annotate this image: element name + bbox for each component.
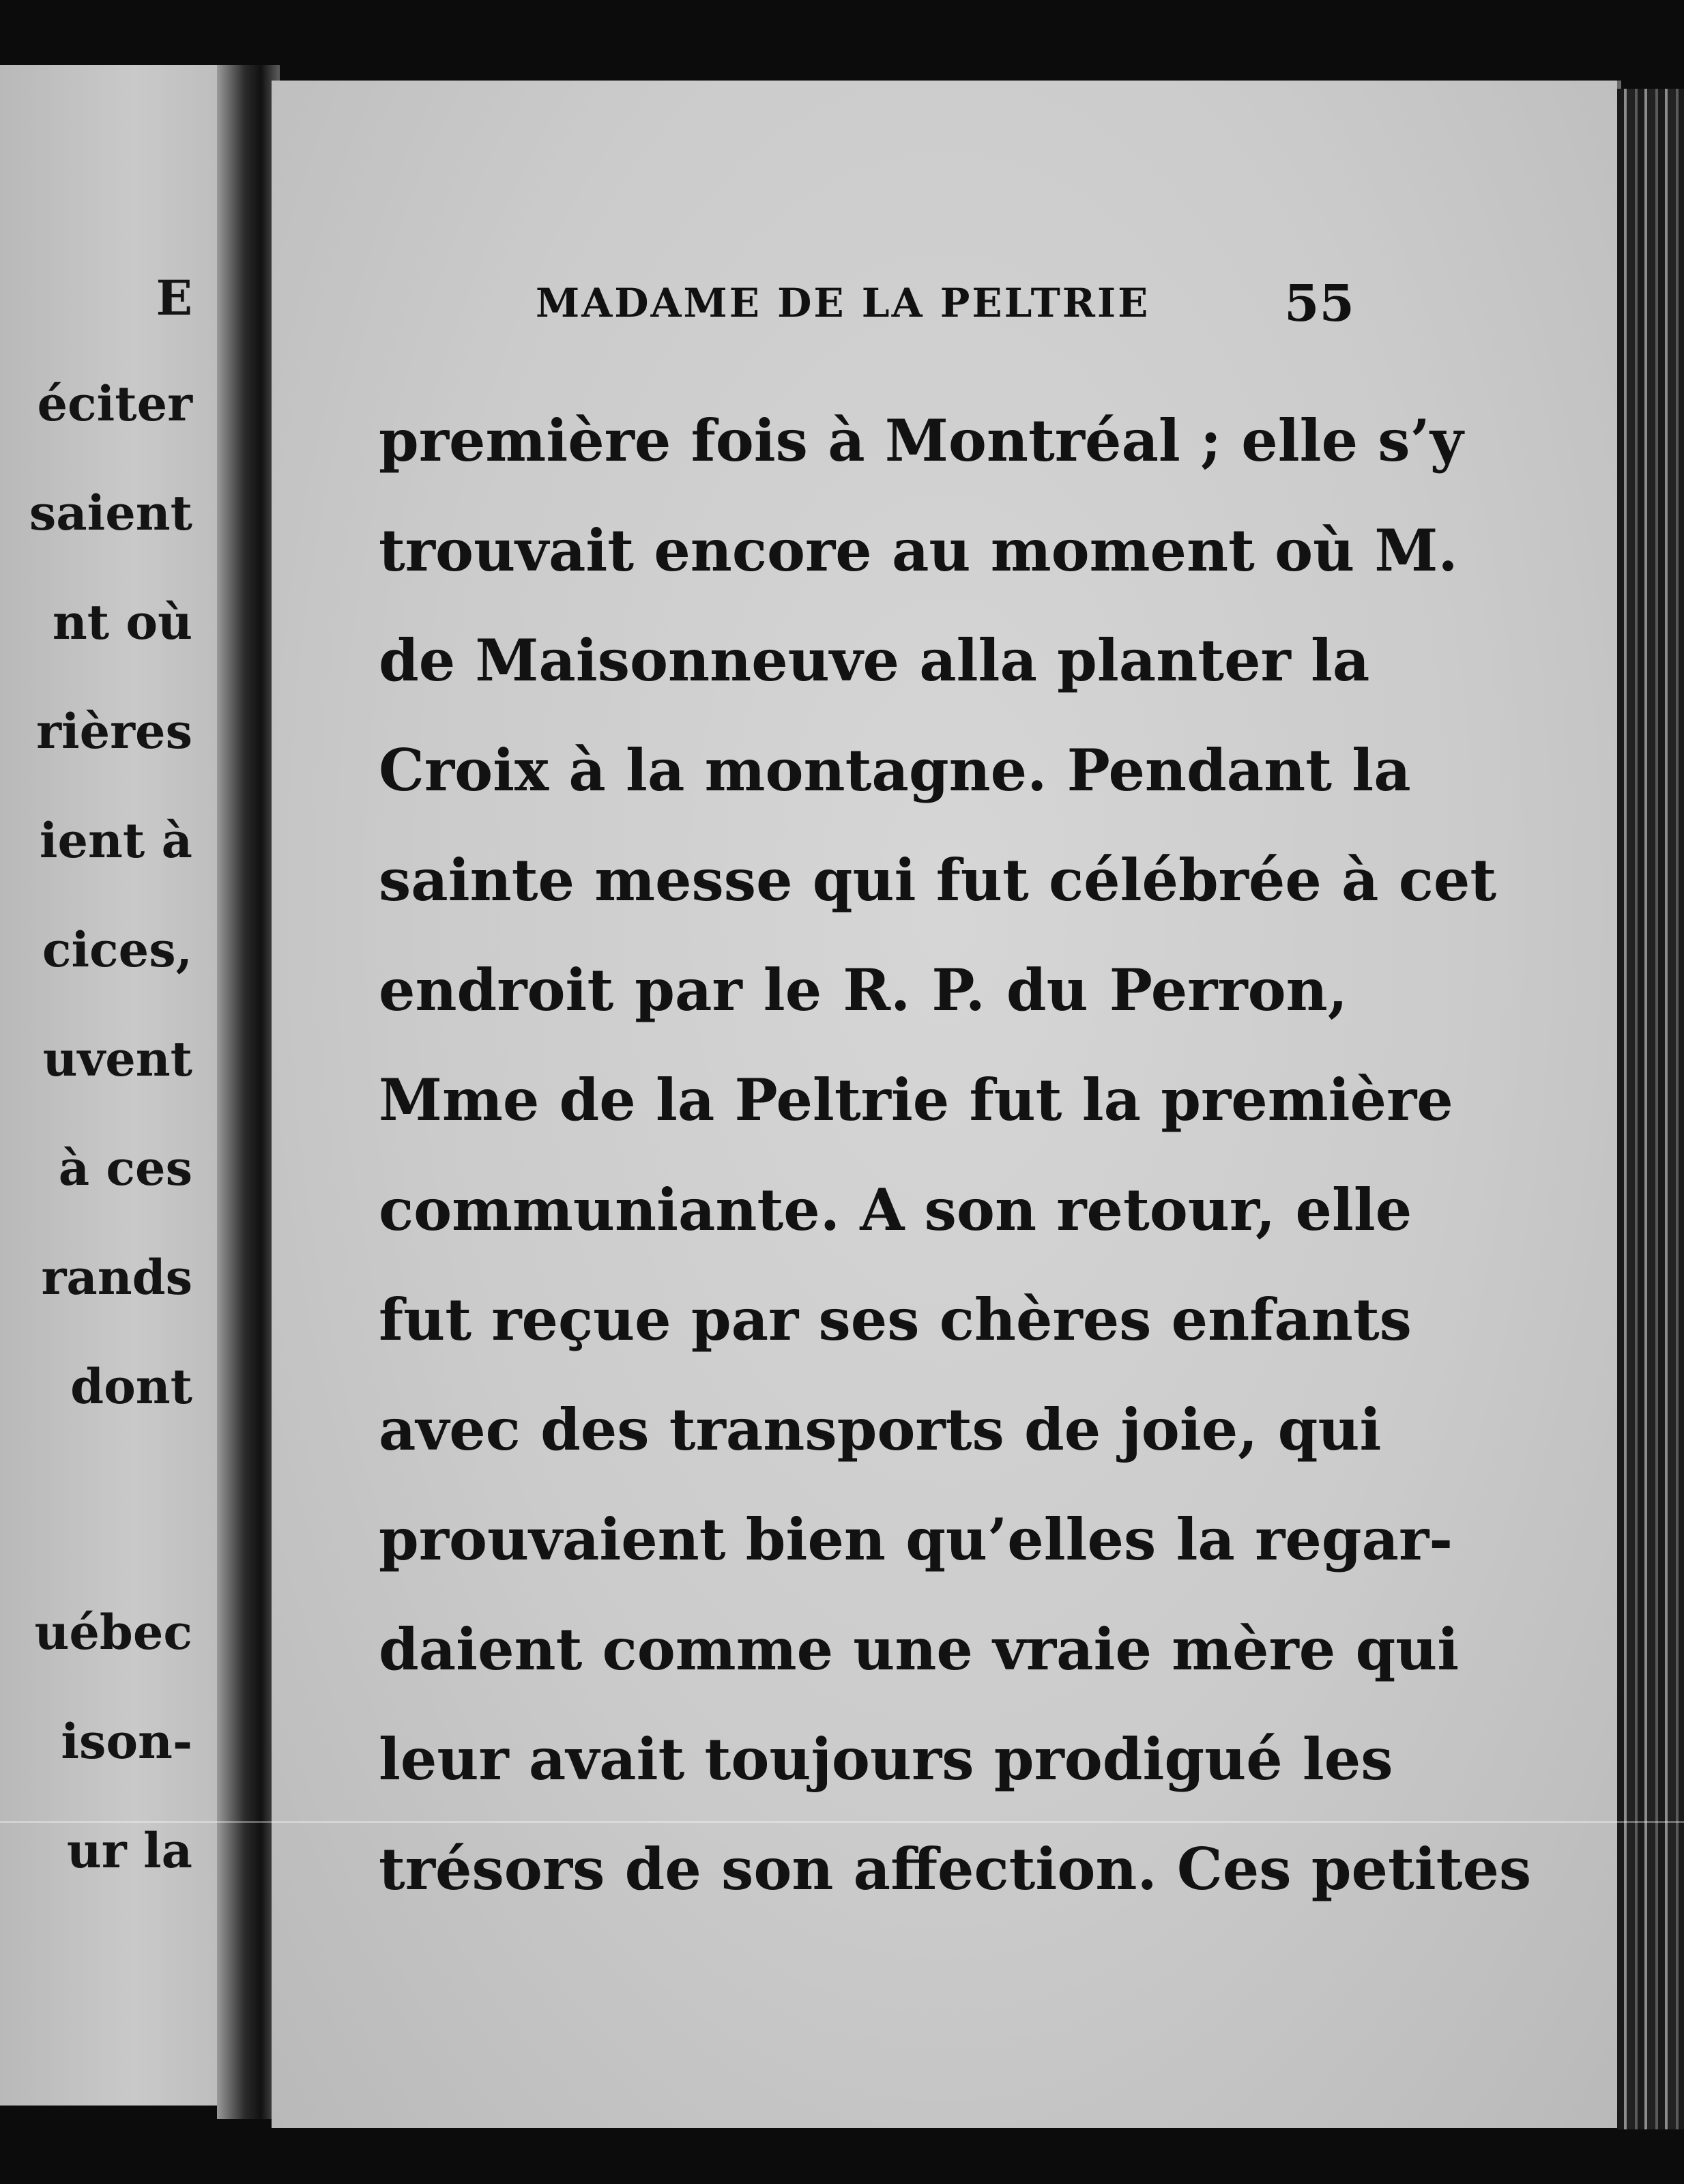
text-line: fut reçue par ses chères enfants (379, 1286, 1412, 1353)
previous-page-line: éciter (37, 375, 192, 432)
text-line: communiante. A son retour, elle (379, 1176, 1412, 1244)
previous-page-line: E (156, 270, 192, 326)
previous-page (0, 65, 225, 2106)
previous-page-line: saient (29, 485, 192, 541)
text-line: prouvaient bien qu’elles la regar- (379, 1506, 1453, 1573)
previous-page-line: uvent (42, 1031, 192, 1087)
text-line: endroit par le R. P. du Perron, (379, 956, 1348, 1024)
text-line: avec des transports de joie, qui (379, 1396, 1382, 1463)
text-line: sainte messe qui fut célébrée à cet (379, 846, 1497, 914)
book-gutter (217, 65, 280, 2119)
scan-artifact-line (0, 1821, 1684, 1823)
text-line: de Maisonneuve alla planter la (379, 627, 1370, 694)
previous-page-line: ur la (66, 1822, 192, 1879)
text-line: trésors de son affection. Ces petites (379, 1835, 1532, 1903)
text-line: Croix à la montagne. Pendant la (379, 736, 1411, 804)
running-title: MADAME DE LA PELTRIE (536, 280, 1150, 326)
page-number: 55 (1284, 274, 1354, 333)
text-line: daient comme une vraie mère qui (379, 1615, 1460, 1683)
body-text (379, 386, 1532, 1924)
previous-page-line: ient à (39, 812, 192, 869)
previous-page-line: ison- (61, 1713, 192, 1770)
previous-page-line: uébec (34, 1604, 192, 1661)
previous-page-line: rands (41, 1249, 192, 1306)
text-line: première fois à Montréal ; elle s’y (379, 407, 1464, 474)
text-line: trouvait encore au moment où M. (379, 517, 1458, 584)
page-edges (1617, 89, 1684, 2129)
previous-page-line: nt où (52, 594, 192, 650)
text-line: leur avait toujours prodigué les (379, 1725, 1393, 1793)
text-line: Mme de la Peltrie fut la première (379, 1066, 1453, 1134)
previous-page-line: à ces (58, 1140, 192, 1196)
previous-page-line: rières (36, 703, 192, 760)
previous-page-line: dont (70, 1358, 192, 1415)
previous-page-line: cices, (42, 921, 192, 978)
running-head (536, 274, 1354, 348)
